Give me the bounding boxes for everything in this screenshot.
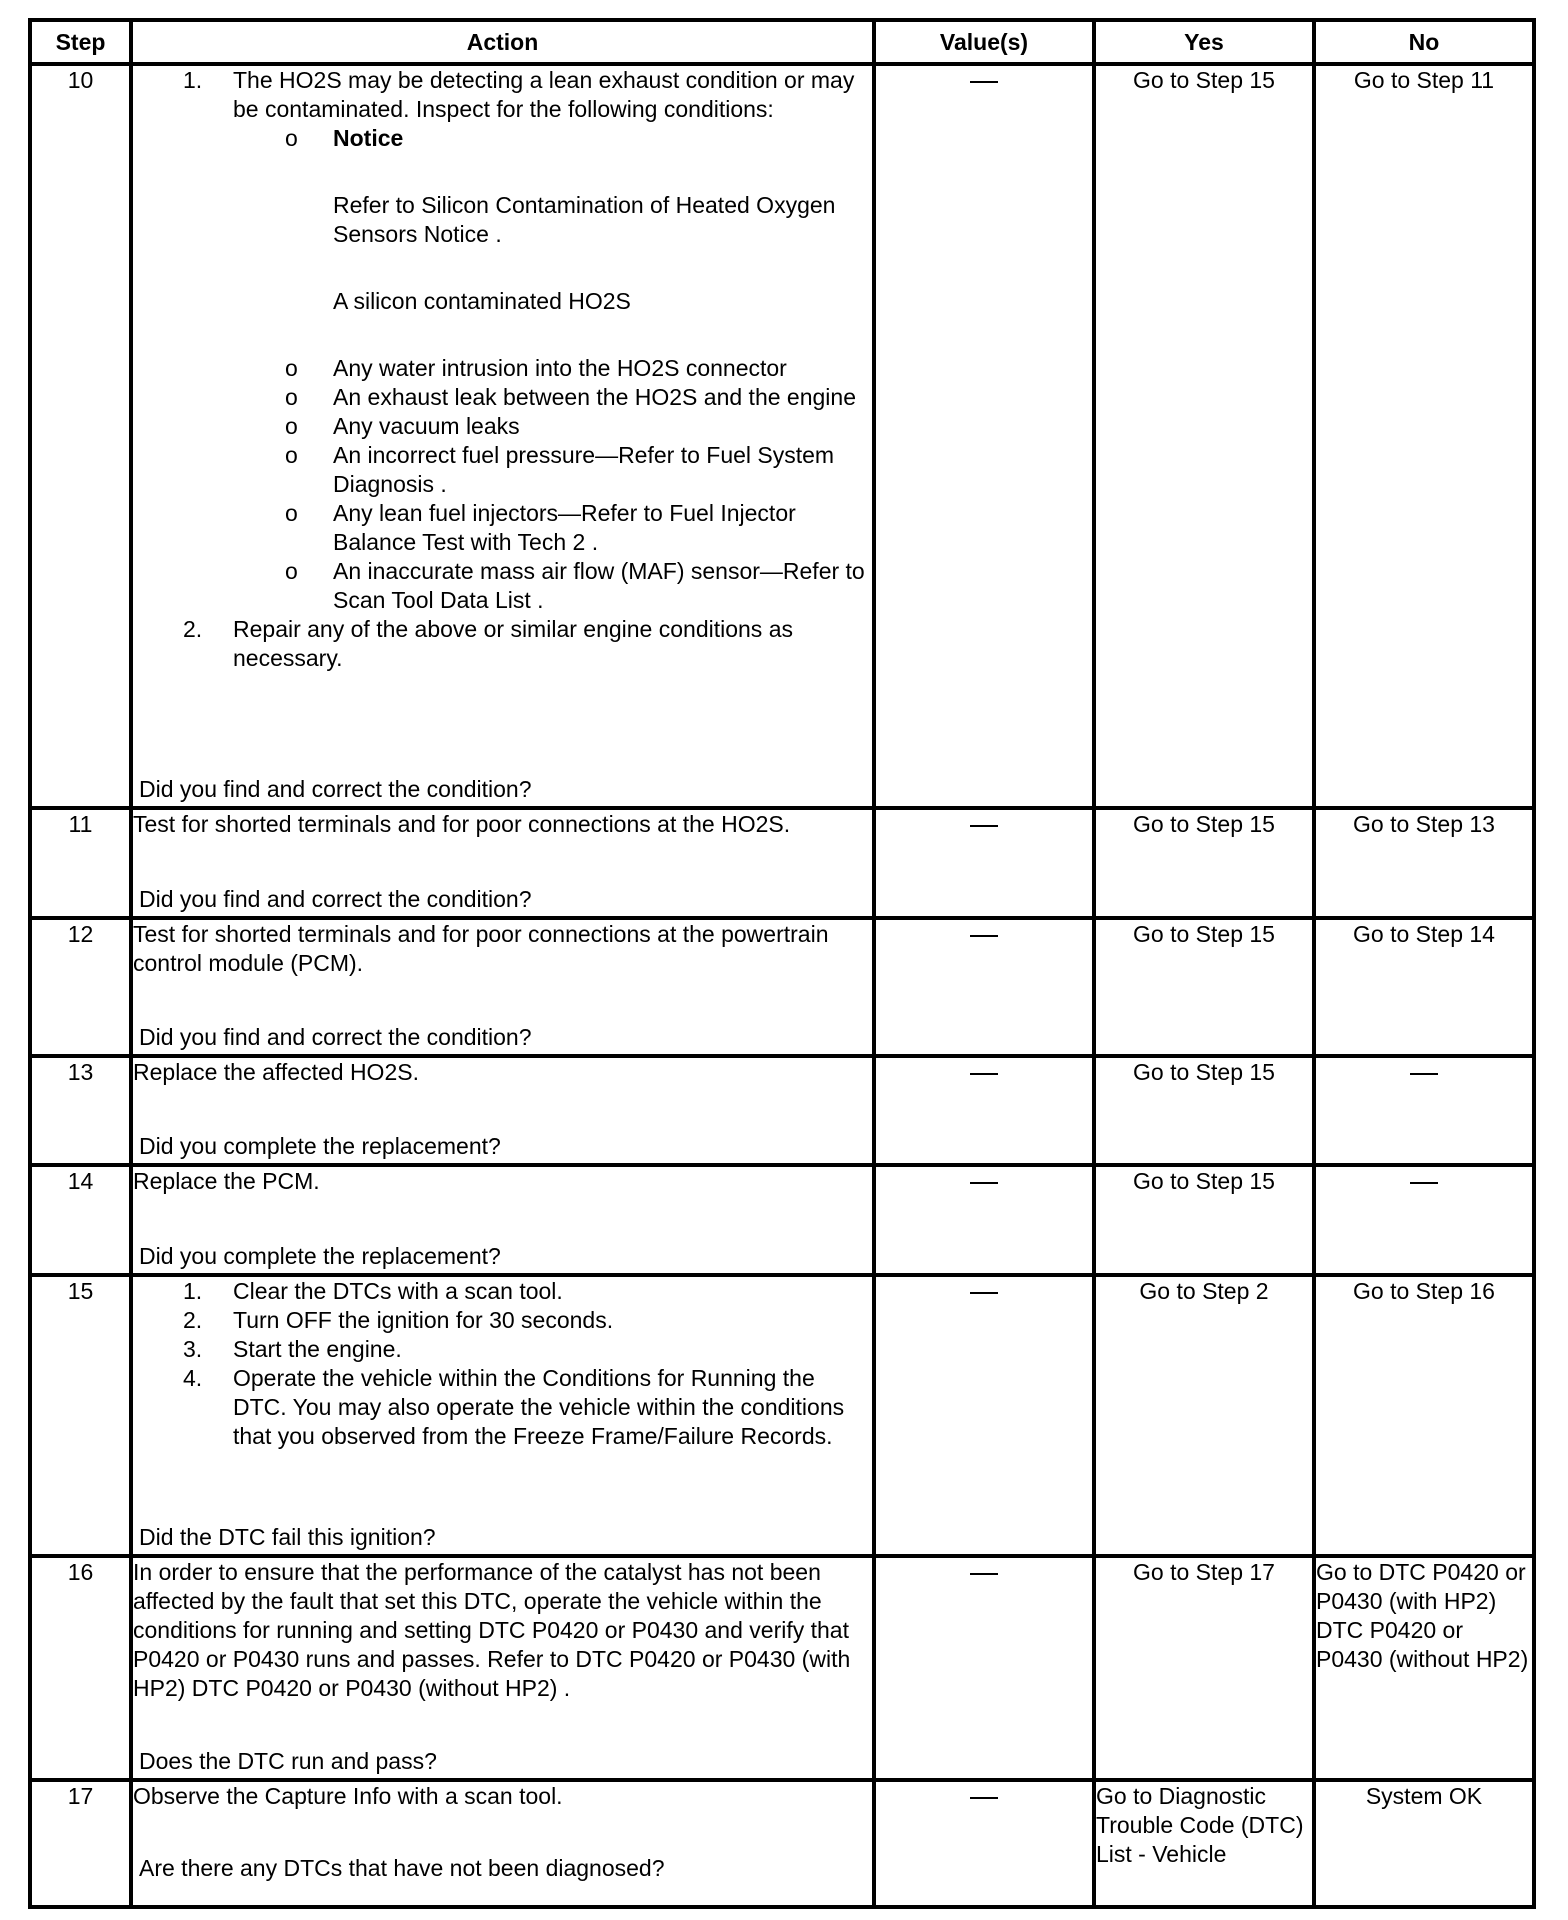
condition-bullet: o Any water intrusion into the HO2S connector	[285, 355, 787, 381]
action-question: Did you find and correct the condition?	[139, 1024, 532, 1050]
table-row-step-11	[30, 808, 1534, 918]
condition-bullet: o An exhaust leak between the HO2S and the engine	[285, 384, 856, 410]
dash-placeholder	[970, 825, 998, 827]
action-cell	[131, 1056, 874, 1165]
numbered-item: 3. Start the engine.	[183, 1336, 402, 1362]
yes-cell: Go to Step 15	[1094, 1165, 1314, 1275]
table-row-step-10	[30, 64, 1534, 808]
header-action: Action	[131, 20, 874, 64]
dash-placeholder	[970, 1292, 998, 1294]
condition-bullet: o Any lean fuel injectors—Refer to Fuel Injector Balance Test with Tech 2 .	[285, 500, 796, 555]
value-cell	[874, 1556, 1094, 1780]
step-number: 17	[30, 1780, 131, 1907]
dash-placeholder	[970, 81, 998, 83]
yes-cell: Go to Step 2	[1094, 1275, 1314, 1556]
dash-placeholder	[970, 1182, 998, 1184]
yes-cell: Go to Step 15	[1094, 808, 1314, 918]
dash-placeholder	[1410, 1182, 1438, 1184]
action-cell	[131, 64, 874, 808]
notice-detail: A silicon contaminated HO2S	[333, 288, 631, 314]
numbered-item: 4. Operate the vehicle within the Conditions for Running the DTC. You may also operate the vehicle within the conditions that you observed from the Freeze Frame/Failure Records.	[183, 1365, 845, 1449]
value-cell	[874, 1165, 1094, 1275]
no-cell	[1314, 1056, 1534, 1165]
condition-bullet: o Any vacuum leaks	[285, 413, 520, 439]
action-text: Test for shorted terminals and for poor connections at the powertrain control module (PCM).	[133, 921, 829, 976]
no-cell: Go to Step 13	[1314, 808, 1534, 918]
action-cell	[131, 1275, 874, 1556]
dash-placeholder	[970, 935, 998, 937]
numbered-item: 1. Clear the DTCs with a scan tool.	[183, 1278, 563, 1304]
step-number: 10	[30, 64, 131, 808]
action-cell	[131, 1165, 874, 1275]
table-row-step-17	[30, 1780, 1534, 1907]
numbered-item: 1. The HO2S may be detecting a lean exhaust condition or may be contaminated. Inspect for the following conditions:	[183, 67, 855, 122]
dash-placeholder	[970, 1797, 998, 1799]
value-cell	[874, 1056, 1094, 1165]
no-cell: System OK	[1314, 1780, 1534, 1907]
step-number: 14	[30, 1165, 131, 1275]
yes-cell: Go to Step 17	[1094, 1556, 1314, 1780]
action-text: Replace the affected HO2S.	[133, 1059, 419, 1085]
notice-reference: Refer to Silicon Contamination of Heated Oxygen Sensors Notice .	[333, 192, 836, 247]
action-cell	[131, 1556, 874, 1780]
yes-cell: Go to Step 15	[1094, 918, 1314, 1056]
dash-placeholder	[970, 1073, 998, 1075]
yes-cell: Go to Step 15	[1094, 64, 1314, 808]
action-question: Does the DTC run and pass?	[139, 1748, 437, 1774]
header-values: Value(s)	[874, 20, 1094, 64]
action-text: Observe the Capture Info with a scan tool.	[133, 1783, 563, 1809]
value-cell	[874, 1275, 1094, 1556]
value-cell	[874, 808, 1094, 918]
no-cell: Go to DTC P0420 or P0430 (with HP2) DTC P0420 or P0430 (without HP2)	[1314, 1556, 1534, 1780]
numbered-item: 2. Turn OFF the ignition for 30 seconds.	[183, 1307, 614, 1333]
dash-placeholder	[1410, 1073, 1438, 1075]
numbered-item: 2. Repair any of the above or similar engine conditions as necessary.	[183, 616, 793, 671]
value-cell	[874, 918, 1094, 1056]
table-row-step-14	[30, 1165, 1534, 1275]
step-number: 11	[30, 808, 131, 918]
header-step: Step	[30, 20, 131, 64]
table-row-step-16	[30, 1556, 1534, 1780]
step-number: 15	[30, 1275, 131, 1556]
value-cell	[874, 1780, 1094, 1907]
diagnostic-table	[28, 18, 1536, 1909]
action-question: Did you find and correct the condition?	[139, 886, 532, 912]
table-row-step-13	[30, 1056, 1534, 1165]
action-text: Test for shorted terminals and for poor connections at the HO2S.	[133, 811, 791, 837]
notice-item: o Notice	[285, 125, 404, 151]
step-number: 13	[30, 1056, 131, 1165]
step-number: 16	[30, 1556, 131, 1780]
no-cell: Go to Step 14	[1314, 918, 1534, 1056]
value-cell	[874, 64, 1094, 808]
action-question: Did you find and correct the condition?	[139, 776, 532, 802]
yes-cell: Go to Diagnostic Trouble Code (DTC) List - Vehicle	[1094, 1780, 1314, 1907]
condition-bullet: o An inaccurate mass air flow (MAF) sensor—Refer to Scan Tool Data List .	[285, 558, 865, 613]
action-question: Did you complete the replacement?	[139, 1133, 501, 1159]
action-cell	[131, 918, 874, 1056]
no-cell: Go to Step 16	[1314, 1275, 1534, 1556]
action-text: Replace the PCM.	[133, 1168, 320, 1194]
action-question: Are there any DTCs that have not been diagnosed?	[139, 1855, 665, 1881]
dash-placeholder	[970, 1573, 998, 1575]
no-cell: Go to Step 11	[1314, 64, 1534, 808]
step-number: 12	[30, 918, 131, 1056]
header-no: No	[1314, 20, 1534, 64]
action-cell	[131, 808, 874, 918]
action-text: In order to ensure that the performance of the catalyst has not been affected by the fault that set this DTC, operate the vehicle within the conditions for running and setting DTC P0420 or P0430 and verify that P0420 or P0430 runs and passes. Refer to DTC P0420 or P0430 (with HP2) DTC P0420 or P0430 (without HP2) .	[133, 1559, 851, 1701]
no-cell	[1314, 1165, 1534, 1275]
header-yes: Yes	[1094, 20, 1314, 64]
condition-bullet: o An incorrect fuel pressure—Refer to Fuel System Diagnosis .	[285, 442, 835, 497]
action-question: Did you complete the replacement?	[139, 1243, 501, 1269]
table-row-step-15	[30, 1275, 1534, 1556]
table-row-step-12	[30, 918, 1534, 1056]
action-question: Did the DTC fail this ignition?	[139, 1524, 436, 1550]
action-cell	[131, 1780, 874, 1907]
yes-cell: Go to Step 15	[1094, 1056, 1314, 1165]
header-row	[30, 20, 1534, 64]
